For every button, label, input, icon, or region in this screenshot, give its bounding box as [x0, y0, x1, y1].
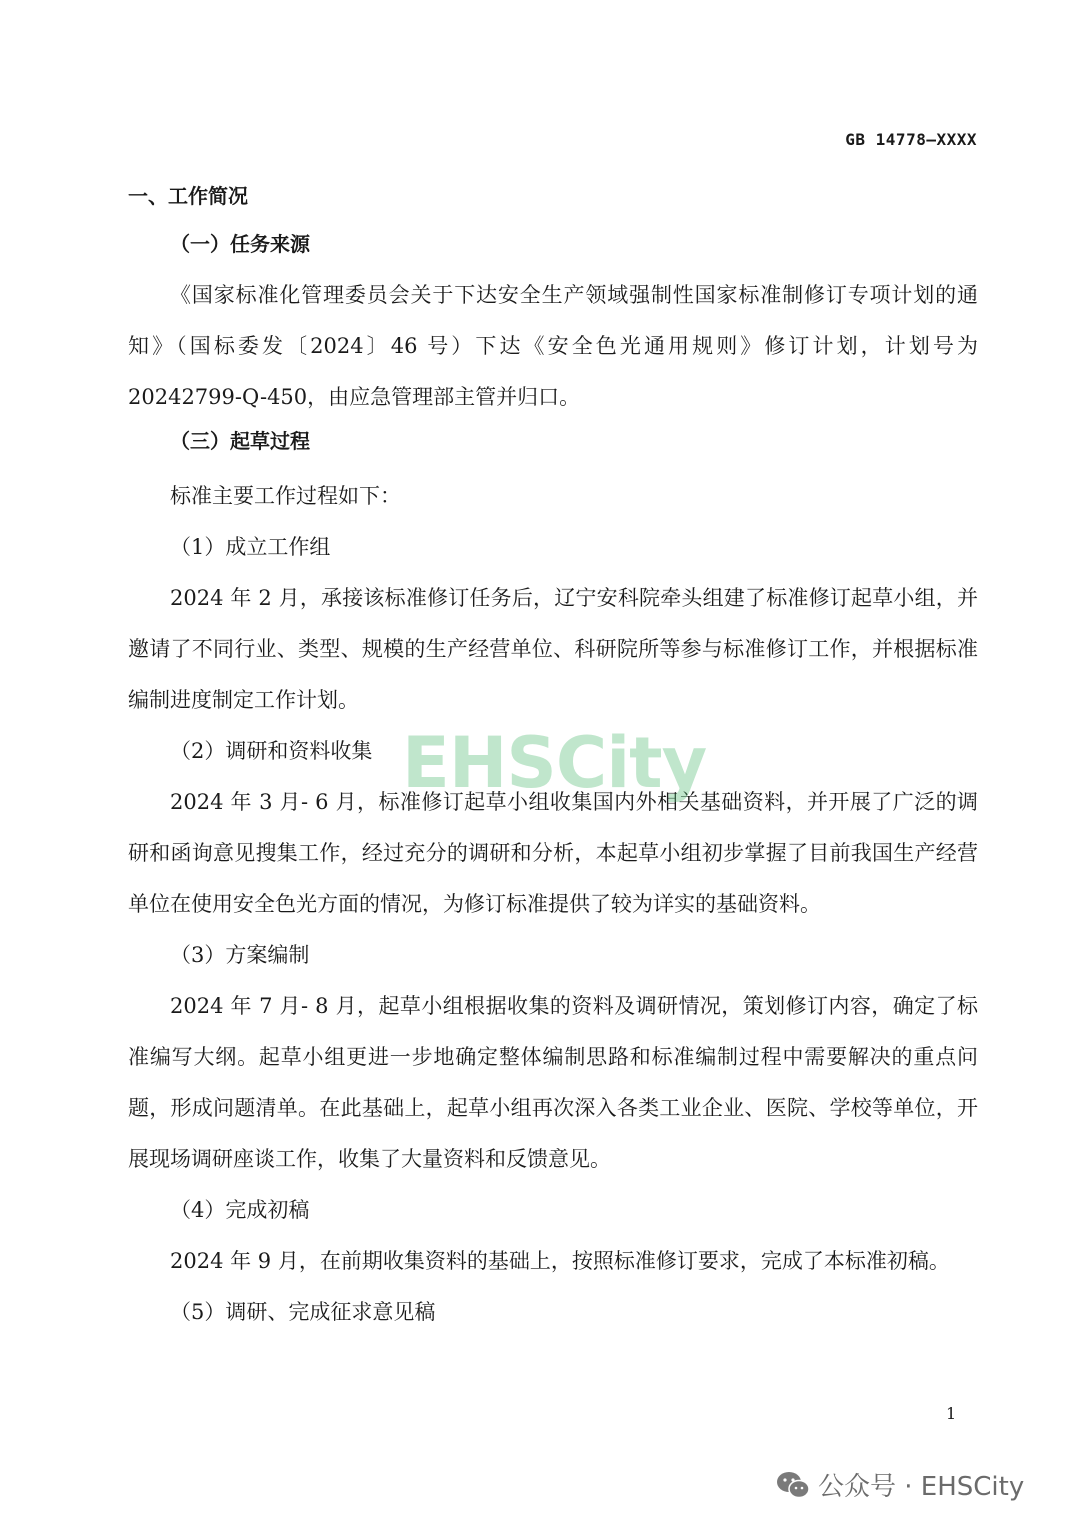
item-label: （1）成立工作组 [170, 535, 331, 559]
item-label: （5）调研、完成征求意见稿 [170, 1300, 436, 1324]
watermark: EHSCity [402, 722, 707, 804]
subsection-heading-drafting: （三）起草过程 [170, 429, 310, 453]
footer-brand-text: 公众号 · EHSCity [818, 1472, 1025, 1502]
item-paragraph: 2024 年 2 月，承接该标准修订任务后，辽宁安科院牵头组建了标准修订起草小组，并邀请了不同行业、类型、规模的生产经营单位、科研院所等参与标准修订工作，并根据标准编制进度制定工作计划。 [128, 586, 978, 712]
section-heading: 一、工作简况 [128, 184, 248, 208]
wechat-icon [776, 1470, 810, 1500]
drafting-intro: 标准主要工作过程如下： [170, 484, 401, 508]
task-source-paragraph: 《国家标准化管理委员会关于下达安全生产领域强制性国家标准制修订专项计划的通知》（国标委发〔2024〕46 号）下达《安全色光通用规则》修订计划，计划号为 20242799-Q-450，由应急管理部主管并归口。 [128, 283, 978, 409]
footer-brand [776, 1466, 1024, 1503]
item-label: （3）方案编制 [170, 943, 310, 967]
page-number: 1 [946, 1404, 957, 1423]
subsection-heading-task-source: （一）任务来源 [170, 232, 310, 256]
item-paragraph: 2024 年 7 月- 8 月，起草小组根据收集的资料及调研情况，策划修订内容，确定了标准编写大纲。起草小组更进一步地确定整体编制思路和标准编制过程中需要解决的重点问题，形成问题清单。在此基础上，起草小组再次深入各类工业企业、医院、学校等单位，开展现场调研座谈工作，收集了大量资料和反馈意见。 [128, 994, 978, 1171]
item-label: （2）调研和资料收集 [170, 739, 373, 763]
standard-code: GB 14778—XXXX [845, 130, 977, 149]
item-label: （4）完成初稿 [170, 1198, 310, 1222]
item-paragraph: 2024 年 3 月- 6 月，标准修订起草小组收集国内外相关基础资料，并开展了广泛的调研和函询意见搜集工作，经过充分的调研和分析，本起草小组初步掌握了目前我国生产经营单位在使用安全色光方面的情况，为修订标准提供了较为详实的基础资料。 [128, 790, 978, 916]
item-paragraph: 2024 年 9 月，在前期收集资料的基础上，按照标准修订要求，完成了本标准初稿。 [170, 1249, 950, 1273]
